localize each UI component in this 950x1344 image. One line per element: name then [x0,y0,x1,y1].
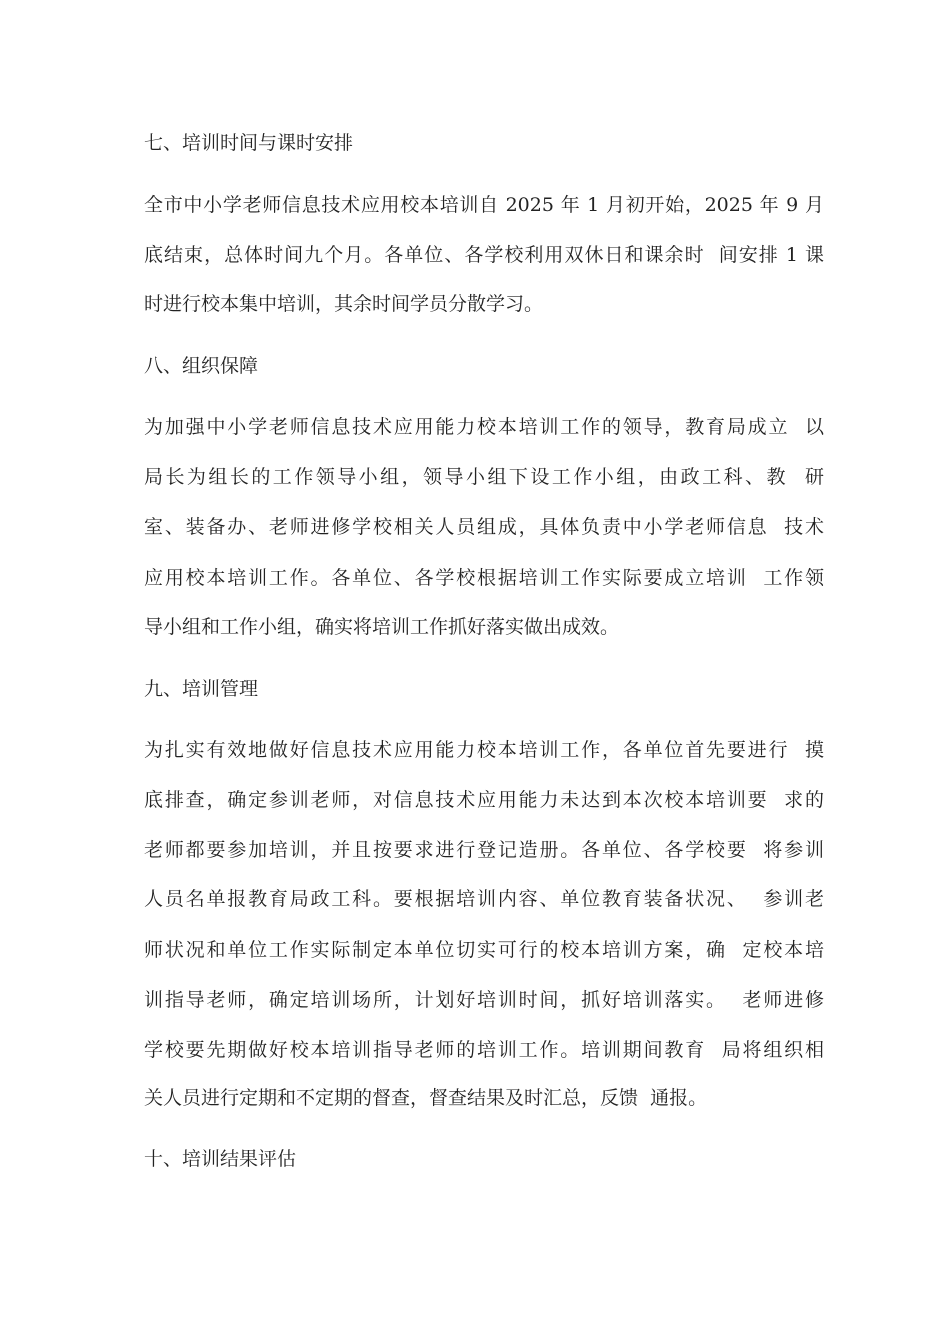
paragraph-line: 师状况和单位工作实际制定本单位切实可行的校本培训方案，确 定校本培 [144,939,824,961]
paragraph-line: 关人员进行定期和不定期的督查，督查结果及时汇总，反馈 通报。 [144,1087,708,1109]
section-heading: 七、培训时间与课时安排 [144,132,354,154]
paragraph-line: 底结束，总体时间九个月。各单位、各学校利用双休日和课余时 间安排 1 课 [144,244,824,266]
paragraph-line: 人员名单报教育局政工科。要根据培训内容、单位教育装备状况、 参训老 [144,888,824,910]
paragraph-line: 导小组和工作小组，确实将培训工作抓好落实做出成效。 [144,616,620,638]
paragraph-line: 学校要先期做好校本培训指导老师的培训工作。培训期间教育 局将组织相 [144,1039,824,1061]
paragraph-line: 全市中小学老师信息技术应用校本培训自 2025 年 1 月初开始，2025 年 9 月 [144,194,824,216]
paragraph-line: 老师都要参加培训，并且按要求进行登记造册。各单位、各学校要 将参训 [144,839,824,861]
paragraph-line: 底排查，确定参训老师，对信息技术应用能力未达到本次校本培训要 求的 [144,789,824,811]
paragraph-line: 为扎实有效地做好信息技术应用能力校本培训工作，各单位首先要进行 摸 [144,739,824,761]
paragraph-line: 局长为组长的工作领导小组，领导小组下设工作小组，由政工科、教 研 [144,466,824,488]
section-heading: 九、培训管理 [144,678,259,700]
paragraph-line: 时进行校本集中培训，其余时间学员分散学习。 [144,293,544,315]
paragraph-line: 训指导老师，确定培训场所，计划好培训时间，抓好培训落实。 老师进修 [144,989,824,1011]
paragraph-line: 室、装备办、老师进修学校相关人员组成，具体负责中小学老师信息 技术 [144,516,824,538]
section-heading: 十、培训结果评估 [144,1148,297,1170]
paragraph-line: 应用校本培训工作。各单位、各学校根据培训工作实际要成立培训 工作领 [144,567,824,589]
section-heading: 八、组织保障 [144,355,259,377]
paragraph-line: 为加强中小学老师信息技术应用能力校本培训工作的领导，教育局成立 以 [144,416,824,438]
